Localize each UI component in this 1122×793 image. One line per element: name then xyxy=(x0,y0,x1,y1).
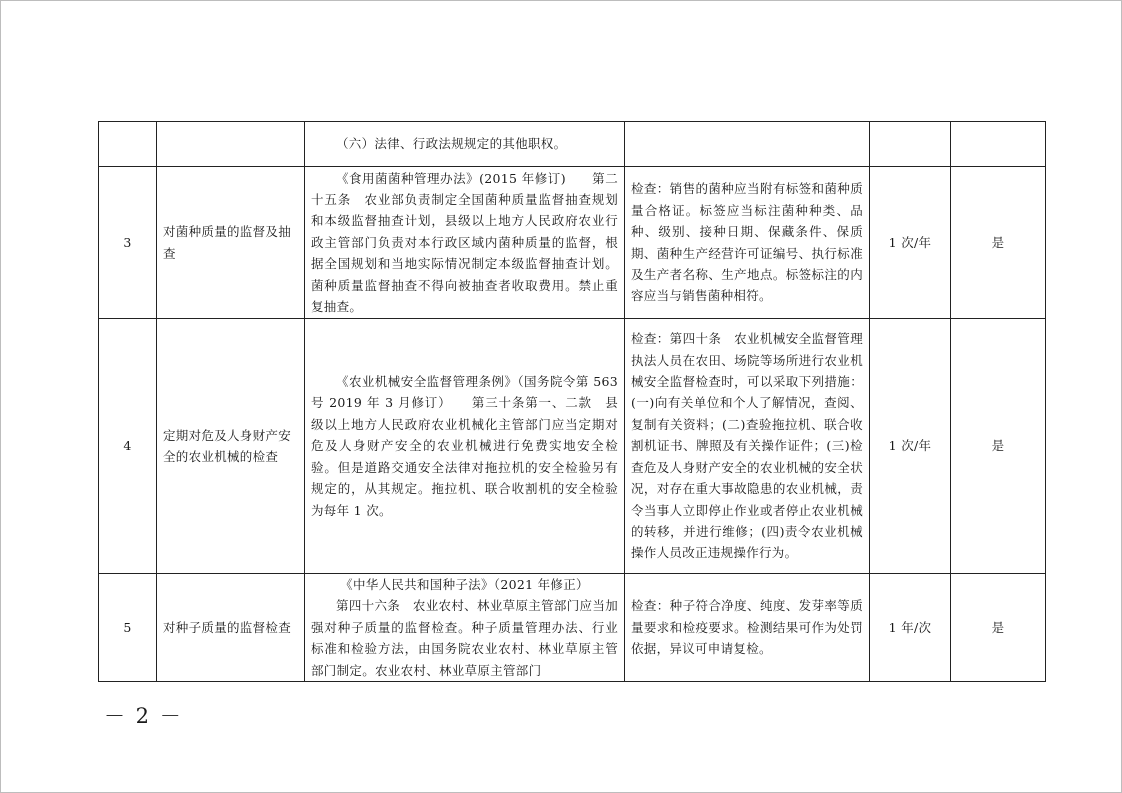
legal-basis-paragraph: 第四十六条 农业农村、林业草原主管部门应当加强对种子质量的监督检查。种子质量管理办法、行业标准和检验方法，由国务院农业农村、林业草原主管部门制定。农业农村、林业草原主管部门 xyxy=(311,598,618,678)
inspection-item: 定期对危及人身财产安全的农业机械的检查 xyxy=(157,319,305,574)
inspection-content: 检查：第四十条 农业机械安全监督管理执法人员在农田、场院等场所进行农业机械安全监督检查时，可以采取下列措施：(一)向有关单位和个人了解情况，查阅、复制有关资料；(二)查验拖拉机、联合收割机证书、牌照及有关操作证件；(三)检查危及人身财产安全的农业机械的安全状况，对存在重大事故隐患的农业机械，责令当事人立即停止作业或者停止农业机械的转移，并进行维修；(四)责令农业机械操作人员改正违规操作行为。 xyxy=(625,319,870,574)
row-number xyxy=(99,122,157,167)
legal-basis-title: 《中华人民共和国种子法》（2021 年修正） xyxy=(340,577,589,592)
inspection-item xyxy=(157,122,305,167)
public-disclosure: 是 xyxy=(951,319,1046,574)
inspection-frequency: 1 年/次 xyxy=(870,574,951,682)
legal-basis xyxy=(305,319,625,574)
inspection-content xyxy=(625,122,870,167)
legal-basis xyxy=(305,122,625,167)
inspection-content: 检查：销售的菌种应当附有标签和菌种质量合格证。标签应当标注菌种种类、品种、级别、接种日期、保藏条件、保质期、菌种生产经营许可证编号、执行标准及生产者名称、生产地点。标签标注的内容应当与销售菌种相符。 xyxy=(625,167,870,319)
table-row xyxy=(99,319,1046,574)
inspection-content-text: 检查：种子符合净度、纯度、发芽率等质量要求和检疫要求。检测结果可作为处罚依据，异议可申请复检。 xyxy=(631,598,863,657)
legal-basis-paragraph: 《食用菌菌种管理办法》(2015 年修订) 第二十五条 农业部负责制定全国菌种质量监督抽查规划和本级监督抽查计划，县级以上地方人民政府农业行政主管部门负责对本行政区域内菌种质量的监督，根据全国规划和当地实际情况制定本级监督抽查计划。菌种质量监督抽查不得向被抽查者收取费用。禁止重复抽查。 xyxy=(311,170,618,315)
page-number: － 2 － xyxy=(104,704,183,728)
legal-basis-paragraph: 《农业机械安全监督管理条例》（国务院令第 563 号 2019 年 3 月修订） 第三十条第一、二款 县级以上地方人民政府农业机械化主管部门应当定期对危及人身财产安全的农业机械进行免费实地安全检验。但是道路交通安全法律对拖拉机的安全检验另有规定的，从其规定。拖拉机、联合收割机的安全检验为每年 1 次。 xyxy=(311,374,618,518)
legal-basis xyxy=(305,167,625,319)
inspection-frequency xyxy=(870,122,951,167)
inspection-item: 对菌种质量的监督及抽查 xyxy=(157,167,305,319)
table-row xyxy=(99,574,1046,682)
row-number: 4 xyxy=(99,319,157,574)
inspection-content xyxy=(625,574,870,682)
legal-basis xyxy=(305,574,625,682)
legal-basis-paragraph: （六）法律、行政法规规定的其他职权。 xyxy=(336,136,567,152)
inspection-item: 对种子质量的监督检查 xyxy=(157,574,305,682)
public-disclosure xyxy=(951,122,1046,167)
public-disclosure: 是 xyxy=(951,167,1046,319)
table-row xyxy=(99,167,1046,319)
row-number: 3 xyxy=(99,167,157,319)
inspection-frequency: 1 次/年 xyxy=(870,319,951,574)
inspection-table xyxy=(98,121,1046,682)
inspection-frequency: 1 次/年 xyxy=(870,167,951,319)
table-row xyxy=(99,122,1046,167)
public-disclosure: 是 xyxy=(951,574,1046,682)
row-number: 5 xyxy=(99,574,157,682)
